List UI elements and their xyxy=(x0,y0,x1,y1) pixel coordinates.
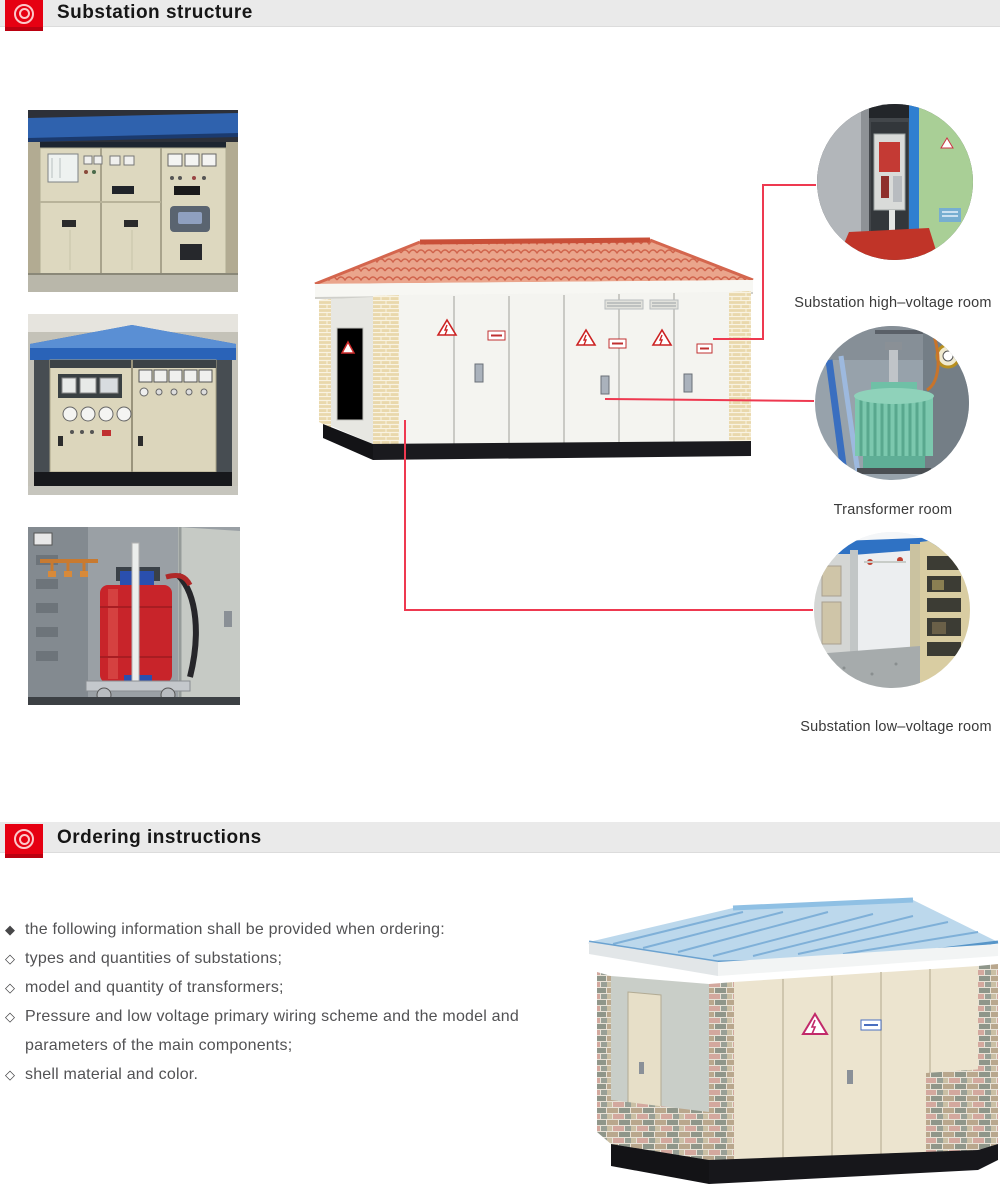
label-high-voltage-room: Substation high–voltage room xyxy=(794,295,992,311)
section-title-substation-structure: Substation structure xyxy=(57,2,253,23)
bullseye-outer-ring xyxy=(14,4,34,24)
filled-diamond-bullet-icon: ◆ xyxy=(5,922,16,937)
list-item-text: shell material and color. xyxy=(25,1066,199,1083)
photo-hv-switchgear xyxy=(28,110,238,292)
list-item xyxy=(5,1002,583,1060)
bullseye-outer-ring xyxy=(14,829,34,849)
ordering-list xyxy=(5,915,583,1089)
illustration-substation-tiled-roof xyxy=(305,236,755,472)
hollow-diamond-bullet-icon: ◇ xyxy=(5,951,16,966)
list-item xyxy=(5,1060,583,1089)
bullseye-inner-ring xyxy=(19,8,30,19)
hollow-diamond-bullet-icon: ◇ xyxy=(5,1067,16,1082)
list-item-text: Pressure and low voltage primary wiring scheme and the model and parameters of the main components; xyxy=(25,1008,519,1054)
list-item-text: the following information shall be provided when ordering: xyxy=(25,921,445,938)
photo-lv-panel xyxy=(28,314,238,495)
list-item xyxy=(5,915,583,944)
photo-dry-transformer xyxy=(28,527,240,705)
bullseye-inner-ring xyxy=(19,834,30,845)
list-item-text: model and quantity of transformers; xyxy=(25,979,284,996)
hollow-diamond-bullet-icon: ◇ xyxy=(5,1009,16,1024)
label-low-voltage-room: Substation low–voltage room xyxy=(800,719,992,735)
section-title-ordering-instructions: Ordering instructions xyxy=(57,827,262,848)
hollow-diamond-bullet-icon: ◇ xyxy=(5,980,16,995)
list-item xyxy=(5,973,583,1002)
bullseye-icon xyxy=(5,0,43,31)
photo-high-voltage-room xyxy=(817,104,973,260)
photo-substation-blue-roof xyxy=(583,892,1000,1194)
photo-transformer-room xyxy=(815,326,969,480)
photo-low-voltage-room xyxy=(814,532,970,688)
label-transformer-room: Transformer room xyxy=(833,502,953,518)
bullseye-icon xyxy=(5,824,43,858)
list-item xyxy=(5,944,583,973)
list-item-text: types and quantities of substations; xyxy=(25,950,283,967)
